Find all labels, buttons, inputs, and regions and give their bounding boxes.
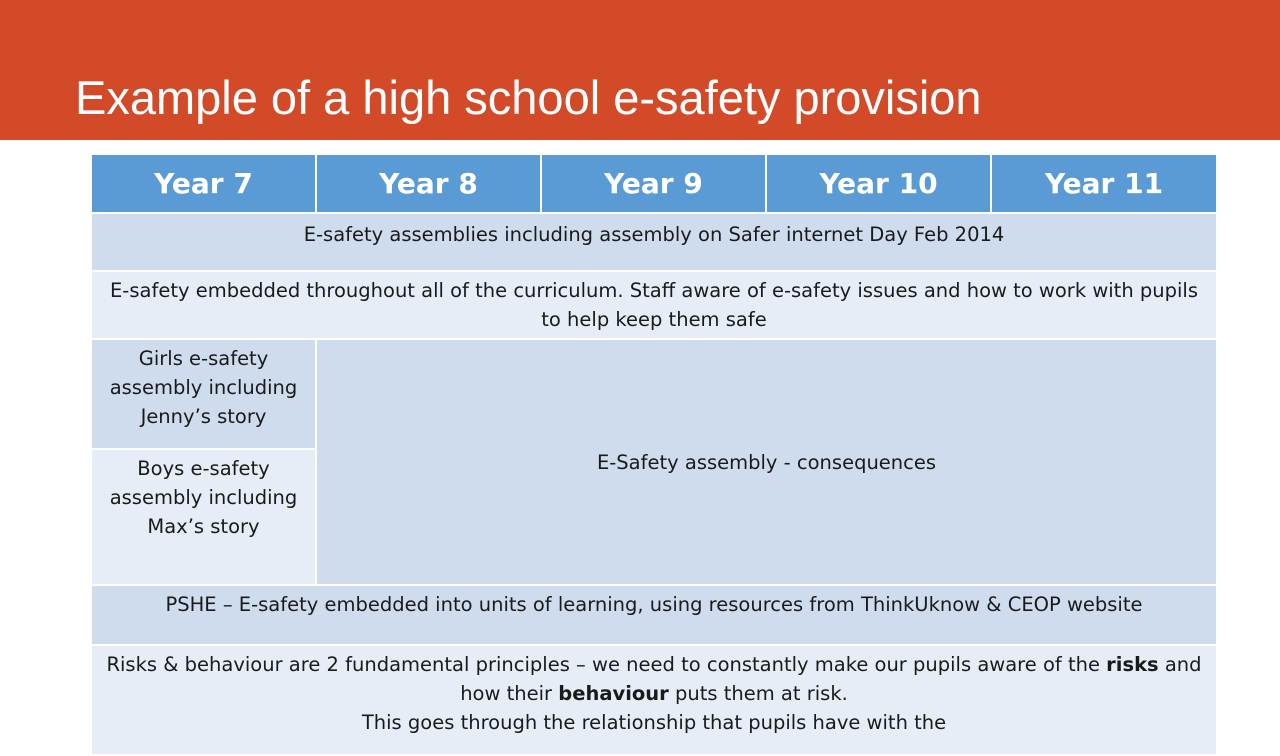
behaviour-bold: behaviour [558, 682, 669, 705]
assemblies-cell: E-safety assemblies including assembly on Safer internet Day Feb 2014 [91, 213, 1217, 271]
header-row [91, 155, 1217, 213]
table-row [91, 645, 1217, 755]
risks-cell [91, 645, 1217, 755]
provision-table [90, 155, 1218, 756]
risks-text-3: puts them at risk. [668, 682, 848, 705]
header-year-11: Year 11 [991, 155, 1217, 213]
table-row [91, 339, 1217, 449]
header-year-9: Year 9 [541, 155, 766, 213]
table-row [91, 585, 1217, 645]
girls-assembly-cell: Girls e-safety assembly including Jenny’s story [91, 339, 316, 449]
header-year-7: Year 7 [91, 155, 316, 213]
table-row [91, 213, 1217, 271]
pshe-cell: PSHE – E-safety embedded into units of learning, using resources from ThinkUknow & CEOP website [91, 585, 1217, 645]
slide-title: Example of a high school e-safety provision [75, 71, 982, 124]
header-year-10: Year 10 [766, 155, 991, 213]
risks-text-2: and how their [460, 653, 1202, 705]
risks-bold: risks [1106, 653, 1159, 676]
header-year-8: Year 8 [316, 155, 541, 213]
table-row [91, 271, 1217, 339]
risks-text-4: This goes through the relationship that pupils have with the [361, 711, 947, 734]
embedded-cell: E-safety embedded throughout all of the curriculum. Staff aware of e-safety issues and how to work with pupils to help keep them safe [91, 271, 1217, 339]
consequences-cell: E-Safety assembly - consequences [316, 339, 1217, 585]
risks-text-1: Risks & behaviour are 2 fundamental principles – we need to constantly make our pupils aware of the [106, 653, 1107, 676]
boys-assembly-cell: Boys e-safety assembly including Max’s story [91, 449, 316, 585]
